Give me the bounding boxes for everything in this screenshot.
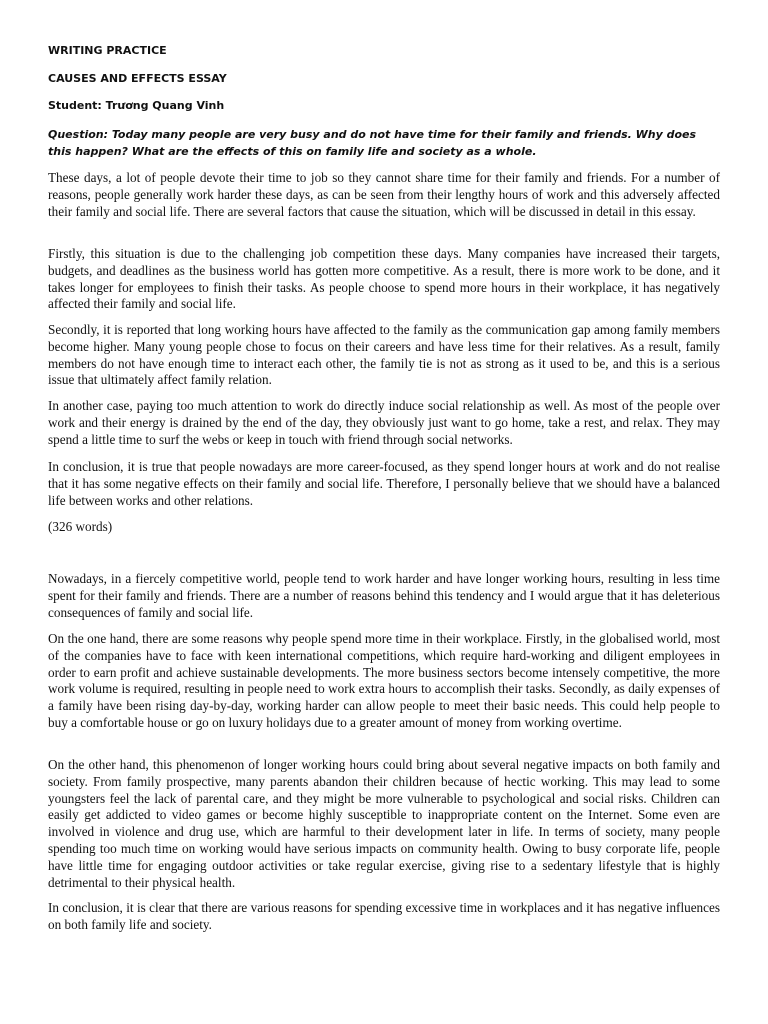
essay1-paragraph-1: These days, a lot of people devote their time to job so they cannot share time for their family and friends. For a number of reasons, people generally work harder these days, as can be seen from their lengthy hours of work and this adversely affected their family and social life. There are several factors that cause the situation, which will be discussed in detail in this essay. (48, 170, 720, 219)
word-count: (326 words) (48, 519, 113, 534)
essay1-paragraph-2: Firstly, this situation is due to the challenging job competition these days. Many companies have increased their targets, budgets, and deadlines as the business world has gotten more competitive. As a result, there is more work to be done, and it takes longer for employees to finish their tasks. As people choose to spend more hours in their workplace, it has negatively affected their family and social life. (48, 246, 720, 312)
essay1-paragraph-4: In another case, paying too much attention to work do directly induce social relationship as well. As most of the people over work and their energy is drained by the end of the day, they obviously just want to go home, take a rest, and relax. They may spend a little time to surf the webs or keep in touch with friend through social networks. (48, 398, 720, 447)
doc-subtitle: CAUSES AND EFFECTS ESSAY (48, 72, 227, 85)
essay1-paragraph-3: Secondly, it is reported that long working hours have affected to the family as the communication gap among family members become higher. Many young people chose to focus on their careers and have less time for their relatives. As a result, family members do not have enough time to interact each other, the family tie is not as strong as it used to be, and this is a serious issue that ultimately affect family relation. (48, 322, 720, 388)
essay2-paragraph-3: On the other hand, this phenomenon of longer working hours could bring about several negative impacts on both family and society. From family prospective, many parents abandon their children because of hectic working. This may lead to some youngsters feel the lack of parental care, and they might be more vulnerable to psychological and social risks. Children can easily get addicted to video games or become highly susceptible to inappropriate content on the Internet. Some even are involved in violence and drug use, which are harmful to their development later in life. In terms of society, many people spending too much time on working would have serious impacts on community health. Owing to busy corporate life, people have little time for engaging outdoor activities or take regular exercise, giving rise to a sedentary lifestyle that is highly detrimental to their physical health. (48, 757, 720, 890)
essay2-paragraph-1: Nowadays, in a fiercely competitive world, people tend to work harder and have longer working hours, resulting in less time spent for their family and friends. There are a number of reasons behind this tendency and I would argue that it has deleterious consequences of family and social life. (48, 571, 720, 620)
doc-title: WRITING PRACTICE (48, 44, 167, 57)
essay2-paragraph-4: In conclusion, it is clear that there are various reasons for spending excessive time in workplaces and it has negative influences on both family life and society. (48, 900, 720, 932)
essay-question: Question: Today many people are very busy and do not have time for their family and friends. Why does this happen? What are the effects of this on family life and society as a whole. (48, 128, 697, 158)
essay2-paragraph-2: On the one hand, there are some reasons why people spend more time in their workplace. Firstly, in the globalised world, most of the companies have to face with keen international competitions, which require hard-working and diligent employees in order to earn profit and achieve sustainable developments. The more business sectors become intensely competitive, the more work volume is required, resulting in people need to work extra hours to accomplish their tasks. Secondly, as daily expenses of a family have been rising day-by-day, working harder can allow people to meet their basic needs. This could help people to buy a comfortable house or go on luxury holidays due to a greater amount of money from working overtime. (48, 631, 720, 730)
essay1-paragraph-5: In conclusion, it is true that people nowadays are more career-focused, as they spend longer hours at work and do not realise that it has some negative effects on their family and social life. Therefore, I personally believe that we should have a balanced life between works and other relations. (48, 459, 720, 508)
student-name: Student: Trương Quang Vinh (48, 99, 225, 112)
